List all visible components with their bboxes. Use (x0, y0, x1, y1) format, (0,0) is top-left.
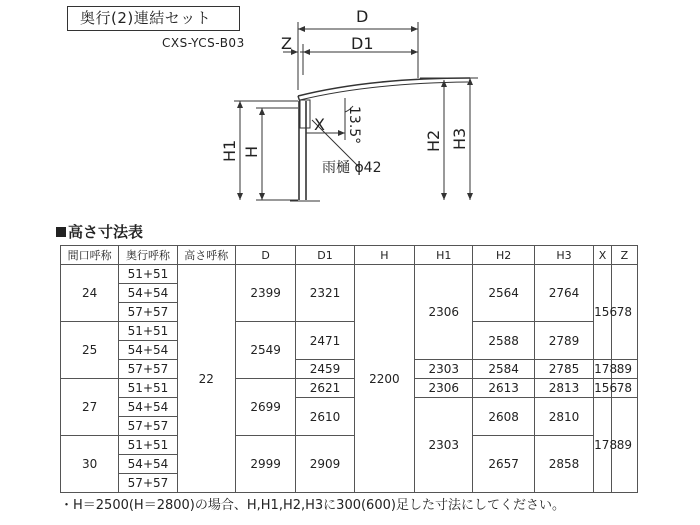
height-dimension-table (60, 245, 638, 493)
cell-h1: 2306 (415, 265, 473, 360)
arrow-h1-top (237, 101, 243, 108)
cell-d: 2399 (235, 265, 295, 322)
arrow-h3-top (467, 78, 473, 85)
table-row (61, 379, 638, 398)
header-x: X (594, 246, 612, 265)
cell-depth: 57+57 (119, 303, 177, 322)
cell-depth: 51+51 (119, 322, 177, 341)
cell-d: 2699 (235, 379, 295, 436)
arrow-d1-right (411, 49, 418, 55)
cell-d1: 2621 (296, 379, 354, 398)
cell-frontage: 30 (61, 436, 119, 493)
cell-depth: 57+57 (119, 360, 177, 379)
cell-h3: 2810 (534, 398, 593, 436)
label-h1: H1 (220, 139, 239, 162)
label-d: D (356, 7, 369, 26)
arrow-h2-top (441, 80, 447, 87)
cell-h3: 2858 (534, 436, 593, 493)
dimension-diagram (0, 0, 700, 215)
header-h: H (354, 246, 414, 265)
arrow-h-top (259, 108, 265, 115)
section-heading-text: 高さ寸法表 (68, 223, 144, 241)
label-x: X (314, 115, 325, 134)
header-height: 高さ呼称 (177, 246, 235, 265)
cell-z: 78 (611, 265, 637, 360)
cell-h3: 2764 (534, 265, 593, 322)
table-row (61, 322, 638, 341)
header-h3: H3 (534, 246, 593, 265)
cell-depth: 54+54 (119, 341, 177, 360)
label-h: H (242, 145, 261, 158)
table-row (61, 398, 638, 417)
cell-z: 89 (611, 360, 637, 379)
arrow-h-bottom (259, 193, 265, 200)
cell-h1: 2303 (415, 398, 473, 493)
cell-h2: 2608 (473, 398, 534, 436)
cell-depth: 54+54 (119, 455, 177, 474)
header-h2: H2 (473, 246, 534, 265)
cell-depth: 54+54 (119, 284, 177, 303)
label-z: Z (281, 34, 292, 53)
cell-depth: 51+51 (119, 265, 177, 284)
cell-d1: 2459 (296, 360, 354, 379)
label-h2: H2 (424, 129, 443, 152)
arrow-d-left (298, 26, 305, 32)
cell-h2: 2588 (473, 322, 534, 360)
cell-h2: 2584 (473, 360, 534, 379)
cell-d1: 2321 (296, 265, 354, 322)
cell-depth: 51+51 (119, 379, 177, 398)
cell-h2: 2564 (473, 265, 534, 322)
cell-frontage: 24 (61, 265, 119, 322)
cell-z: 89 (611, 398, 637, 493)
cell-h: 2200 (354, 265, 414, 493)
cell-frontage: 25 (61, 322, 119, 379)
cell-d: 2549 (235, 322, 295, 379)
table-row (61, 436, 638, 455)
cell-x: 178 (594, 398, 612, 493)
arrow-d-right (411, 26, 418, 32)
cell-height: 22 (177, 265, 235, 493)
cell-h3: 2785 (534, 360, 593, 379)
header-d1: D1 (296, 246, 354, 265)
header-z: Z (611, 246, 637, 265)
header-depth: 奥行呼称 (119, 246, 177, 265)
label-angle: 13.5° (346, 106, 362, 145)
cell-x: 178 (594, 360, 612, 379)
table-row (61, 265, 638, 284)
table-header-row (61, 246, 638, 265)
cell-d1: 2471 (296, 322, 354, 360)
cell-h2: 2657 (473, 436, 534, 493)
cell-x: 156 (594, 379, 612, 398)
arrow-d1-left (303, 49, 310, 55)
cell-h2: 2613 (473, 379, 534, 398)
arrow-h2-bottom (441, 193, 447, 200)
cell-d1: 2909 (296, 436, 354, 493)
header-d: D (235, 246, 295, 265)
section-heading (56, 221, 143, 242)
label-gutter: 雨樋 ϕ42 (322, 160, 382, 176)
cell-depth: 51+51 (119, 436, 177, 455)
cell-frontage: 27 (61, 379, 119, 436)
cell-h1: 2303 (415, 360, 473, 379)
table-row (61, 360, 638, 379)
model-code: CXS-YCS-B03 (162, 36, 245, 50)
gutter-block (300, 100, 310, 128)
cell-x: 156 (594, 265, 612, 360)
cell-depth: 54+54 (119, 398, 177, 417)
header-h1: H1 (415, 246, 473, 265)
cell-z: 78 (611, 379, 637, 398)
arrow-h1-bottom (237, 193, 243, 200)
cell-h3: 2789 (534, 322, 593, 360)
arrow-z-right (291, 49, 298, 55)
cell-h1: 2306 (415, 379, 473, 398)
arrow-h3-bottom (467, 193, 473, 200)
label-h3: H3 (450, 127, 469, 150)
cell-h3: 2813 (534, 379, 593, 398)
arrow-x-right (338, 130, 345, 136)
label-d1: D1 (351, 34, 374, 53)
cell-depth: 57+57 (119, 417, 177, 436)
footnote: ・H＝2500(H＝2800)の場合、H,H1,H2,H3に300(600)足した寸法にしてください。 (60, 498, 565, 513)
cell-d: 2999 (235, 436, 295, 493)
cell-d1: 2610 (296, 398, 354, 436)
cell-depth: 57+57 (119, 474, 177, 493)
header-frontage: 間口呼称 (61, 246, 119, 265)
set-title: 奥行(2)連結セット (67, 6, 240, 31)
heading-square (56, 227, 66, 237)
